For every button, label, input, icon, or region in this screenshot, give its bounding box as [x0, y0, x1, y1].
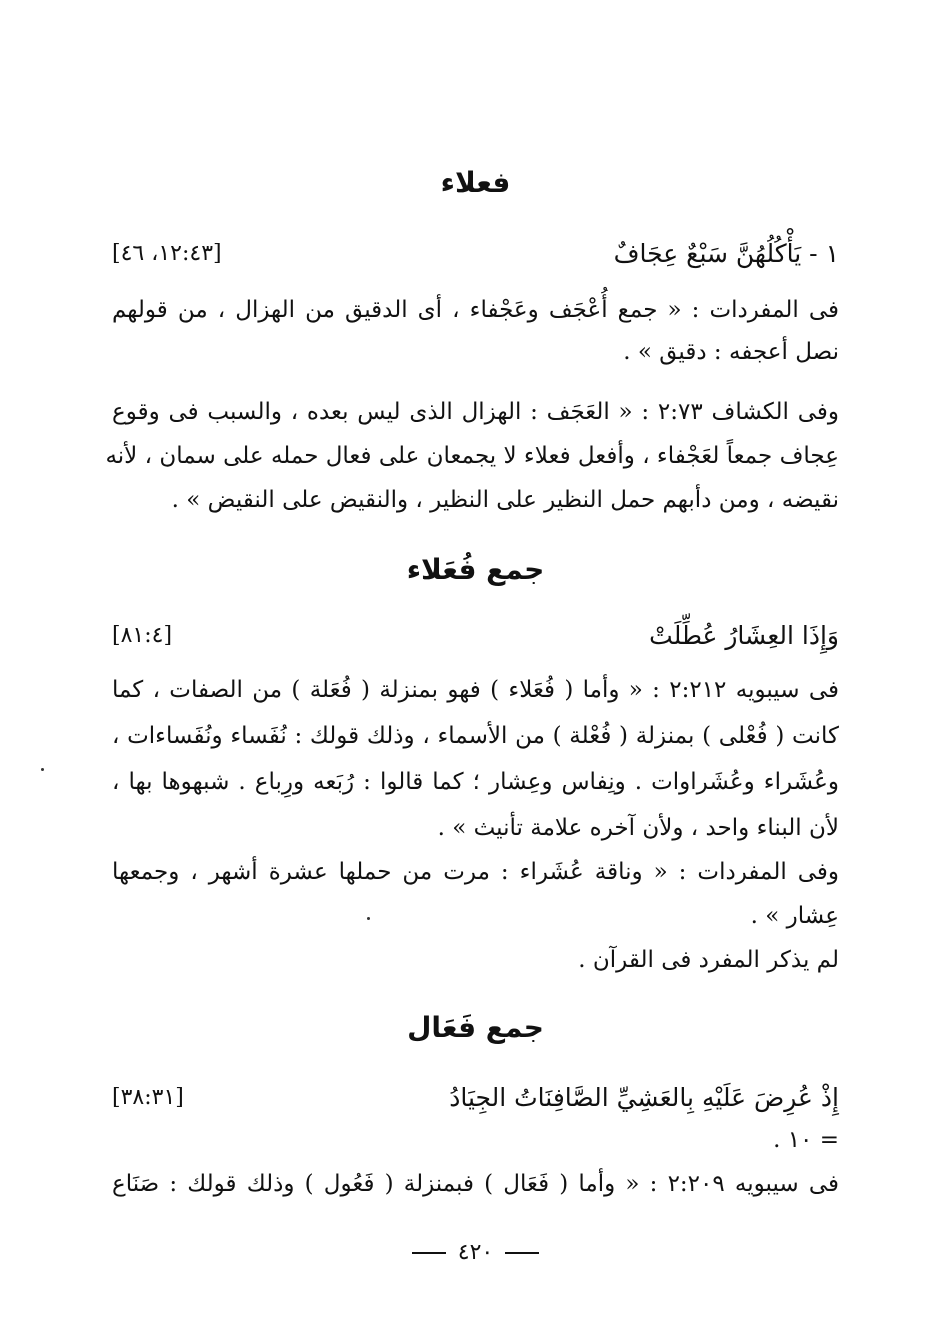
page-number — [0, 1236, 951, 1270]
section-heading-plural-faaal: جمع فَعَال — [407, 1011, 544, 1044]
paragraph-line: لأن البناء واحد ، ولأن آخره علامة تأنيث » . — [437, 815, 839, 841]
paragraph-line: عِشار » . — [750, 903, 839, 929]
paragraph-line: نصل أعجفه : دقيق » . — [623, 339, 839, 365]
verse-text: إِذْ عُرِضَ عَلَيْهِ بِالعَشِيِّ الصَّافِنَاتُ الجِيَادُ — [449, 1083, 839, 1112]
verse-reference: [١٢:٤٣، ٤٦] — [112, 241, 222, 266]
verse-text: ١ - يَأْكُلُهُنَّ سَبْعٌ عِجَافٌ — [613, 239, 839, 268]
quran-verse-2 — [112, 614, 839, 658]
paragraph-line: لم يذكر المفرد فى القرآن . — [578, 947, 839, 973]
paragraph-line: فى سيبويه ٢:٢٠٩ : « وأما ( فَعَال ) فبمنزلة ( فَعُول ) وذلك قولك : صَنَاع — [112, 1171, 840, 1197]
page-number-dash — [505, 1252, 539, 1254]
paragraph-line: كانت ( فُعْلى ) بمنزلة ( فُعْلة ) من الأسماء ، وذلك قولك : نُفَساء ونُفَساءات ، — [112, 723, 839, 749]
scan-speck — [41, 768, 44, 771]
quran-verse-1 — [112, 232, 839, 276]
paragraph-line: عِجاف جمعاً لعَجْفاء ، وأفعل فعلاء لا يجمعان على فعال حمله على سمان ، لأنه — [105, 443, 839, 469]
page-number-value: ٤٢٠ — [457, 1240, 494, 1265]
verse-text: وَإِذَا العِشَارُ عُطِّلَتْ — [649, 621, 839, 650]
paragraph-line: وفى المفردات : « وناقة عُشَراء : مرت من حملها عشرة أشهر ، وجمعها — [112, 859, 839, 885]
section-heading-fualaa: فعلاء — [440, 166, 511, 199]
section-heading-plural-fualaa: جمع فُعَلاء — [406, 553, 545, 586]
paragraph-line: وفى الكشاف ٢:٧٣ : « العَجَف : الهزال الذى ليس بعده ، والسبب فى وقوع — [112, 399, 839, 425]
verse-reference: [٣٨:٣١] — [112, 1085, 184, 1110]
paragraph-line: فى المفردات : « جمع أُعْجَف وعَجْفاء ، أى الدقيق من الهزال ، من قولهم — [112, 297, 839, 323]
page-number-dash — [412, 1252, 446, 1254]
paragraph-line: نقيضه ، ومن دأبهم حمل النظير على النظير ، والنقيض على النقيض » . — [171, 487, 839, 513]
quran-verse-3 — [112, 1076, 839, 1120]
scan-speck — [367, 917, 370, 920]
paragraph-line: فى سيبويه ٢:٢١٢ : « وأما ( فُعَلاء ) فهو بمنزلة ( فُعَلة ) من الصفات ، كما — [112, 677, 839, 703]
verse-reference: [٨١:٤] — [112, 623, 173, 648]
paragraph-line: = ١٠ . — [773, 1127, 839, 1153]
paragraph-line: وعُشَراء وعُشَراوات . ونِفاس وعِشار ؛ كما قالوا : رُبَعه ورِباع . شبهوها بها ، — [112, 769, 839, 795]
